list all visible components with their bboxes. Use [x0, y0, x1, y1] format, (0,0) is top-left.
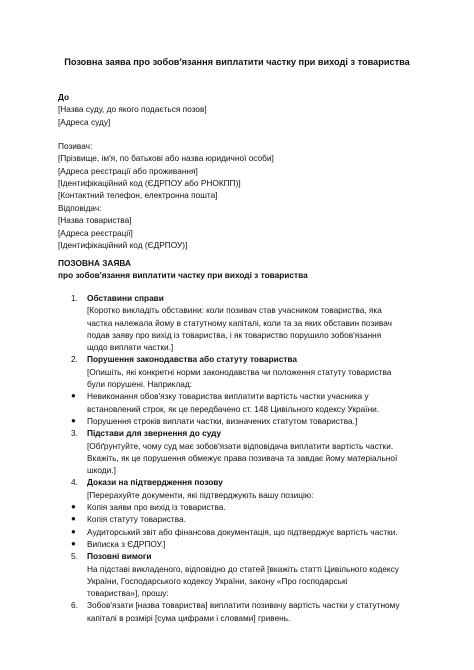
numbered-item-4 — [58, 476, 428, 501]
bullet-icon: ● — [71, 514, 76, 524]
defendant-code: [Ідентифікаційний код (ЄДРПОУ)] — [58, 239, 188, 250]
bullet-icon: ● — [71, 415, 76, 425]
item-text-line: [Коротко викладіть обставини: коли позивач став учасником товариства, яка — [87, 305, 382, 316]
bullet-item — [58, 390, 428, 415]
bullet-text-line: Порушення строків виплати частки, визначених статутом товариства.] — [87, 415, 358, 426]
bullet-text-line: Аудиторський звіт або фінансова документація, що підтверджує вартість частки. — [87, 526, 398, 537]
court-block — [58, 91, 428, 128]
item-title: Докази на підтвердження позову — [87, 477, 223, 488]
bullet-text-line: Невиконання обов'язку товариства виплатити вартість частки учасника у — [87, 391, 369, 402]
item-text-line: [Обґрунтуйте, чому суд має зобов'язати відповідача виплатити вартість частки. — [87, 440, 394, 451]
item-text-line: [Опишіть, які конкретні норми законодавства чи положення статуту товариства — [87, 366, 392, 377]
court-label: До — [58, 92, 70, 102]
bullet-item — [58, 513, 428, 525]
item-text-line: капіталі в розмірі [сума цифрами і словами] гривень. — [87, 612, 291, 623]
bullet-text-line: Виписка з ЄДРПОУ.] — [87, 538, 166, 549]
defendant-name: [Назва товариства] — [58, 215, 132, 226]
numbered-item-3 — [58, 427, 428, 476]
item-title: Обставини справи — [87, 293, 164, 303]
bullet-text-line: Копія заяви про вихід із товариства. — [87, 502, 226, 513]
bullet-icon: ● — [71, 538, 76, 548]
claim-subtitle: про зобов'язання виплатити частку при виході з товариства — [58, 270, 308, 280]
numbered-item-2 — [58, 353, 428, 390]
document-title: Позовна заява про зобов'язання виплатити частку при виході з товариства — [64, 57, 410, 67]
bullet-item — [58, 526, 428, 538]
bullet-item — [58, 538, 428, 550]
bullet-text-line: Копія статуту товариства. — [87, 514, 186, 525]
item-number: 2. — [71, 354, 78, 365]
defendant-block — [58, 202, 428, 251]
item-text-line: частка належала йому в статутному капіталі, коли та за яких обставин позивач — [87, 317, 392, 328]
item-number: 3. — [71, 428, 78, 439]
plaintiff-address: [Адреса реєстрації або проживання] — [58, 165, 198, 176]
bullet-icon: ● — [71, 526, 76, 536]
item-number: 6. — [71, 600, 78, 611]
plaintiff-code: [Ідентифікаційний код (ЄДРПОУ або РНОКПП)] — [58, 177, 241, 188]
item-number: 1. — [71, 293, 78, 303]
item-text-line: були порушені. Наприклад: — [87, 379, 193, 390]
bullet-icon: ● — [71, 391, 76, 401]
bullet-text-line: встановлений строк, як це передбачено ст. 148 Цивільного кодексу України. — [87, 403, 380, 414]
claim-items — [58, 292, 428, 624]
item-text-line: подав заяву про вихід із товариства, і як товариство порушило зобов'язання — [87, 329, 382, 340]
claim-title: ПОЗОВНА ЗАЯВА — [58, 258, 131, 268]
item-text-line: Вкажіть, як це порушення обмежує права позивача та завдає йому матеріальної — [87, 452, 398, 463]
defendant-address: [Адреса реєстрації] — [58, 227, 133, 238]
item-text-line: шкоди.] — [87, 465, 116, 476]
bullet-item — [58, 415, 428, 427]
plaintiff-block — [58, 140, 428, 201]
item-number: 5. — [71, 551, 78, 562]
defendant-label: Відповідач: — [58, 203, 102, 213]
numbered-item-5 — [58, 550, 428, 599]
item-text-line: щодо виплати частки.] — [87, 342, 174, 353]
numbered-item-6 — [58, 599, 428, 624]
item-text-line: [Перерахуйте документи, які підтверджують вашу позицію: — [87, 489, 314, 500]
item-number: 4. — [71, 477, 78, 488]
item-title: Підстави для звернення до суду — [87, 428, 222, 439]
bullet-item — [58, 501, 428, 513]
plaintiff-contact: [Контактний телефон, електронна пошта] — [58, 190, 218, 201]
item-title: Порушення законодавства або статуту товариства — [87, 354, 298, 365]
item-text-line: На підставі викладеного, відповідно до статей [вкажіть статті Цивільного кодексу — [87, 563, 399, 574]
bullet-icon: ● — [71, 502, 76, 512]
plaintiff-name: [Прізвище, ім'я, по батькові або назва юридичної особи] — [58, 153, 274, 164]
court-name: [Назва суду, до якого подається позов] — [58, 104, 207, 115]
plaintiff-label: Позивач: — [58, 141, 93, 151]
item-text-line: товариства»], прошу: — [87, 588, 169, 599]
item-text-line: Зобов'язати [назва товариства] виплатити позивачу вартість частки у статутному — [87, 600, 400, 611]
numbered-item-1 — [58, 292, 428, 353]
item-text-line: України, Господарського кодексу України, закону «Про господарські — [87, 575, 348, 586]
court-address: [Адреса суду] — [58, 116, 111, 127]
item-title: Позовні вимоги — [87, 551, 152, 562]
